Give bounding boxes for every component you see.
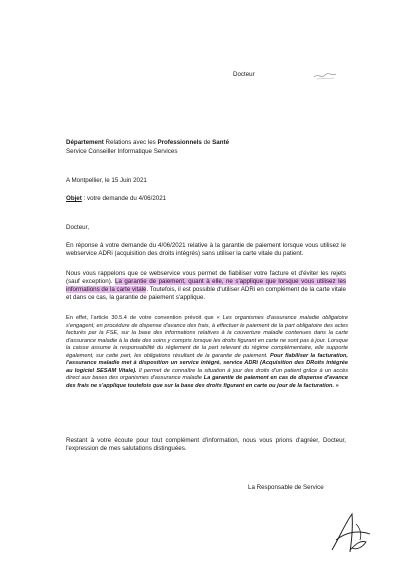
subject-label: Objet xyxy=(66,195,82,202)
highlighted-guarantee-text: La garantie de paiement, quant à elle, ne s'applique que lorsque vous utilisez les informations de la carte vitale xyxy=(66,278,346,294)
paragraph-convention-quote: En effet, l'article 30.5.4 de votre convention prévoit que « Les organismes d'assurance maladie obligatoire s'engagent, en procédure de dispense d'avance des frais, à effectuer le paiement de la part obligatoire des actes facturés par la FSE, sur la base des informations relatives à la couverture maladie contenues dans la carte d'assurance maladie à la date des soins y compris lorsque les droits figurant en carte ne sont pas à jour. Lorsque la caisse assume la responsabilité du règlement de la part relevant du régime complémentaire, elle supporte également, sur cette part, les obligations résultant de la garantie de paiement. Pour fiabiliser la facturation, l'assurance maladie met à disposition un service intégré, service ADRi (Acquisition des DRoits intégrée au logiciel SESAM Vitale). Il permet de connaître la situation à jour des droits d'un patient grâce à un accès direct aux bases des organismes d'assurance maladie La garantie de paiement en cas de dispense d'avance des frais ne s'applique toutefois que sur la base des droits figurant en carte ou jour de la facturation. » xyxy=(66,315,349,389)
signature-title: La Responsable de Service xyxy=(248,484,324,491)
salutation: Docteur, xyxy=(66,224,90,231)
closing-paragraph: Restant à votre écoute pour tout complément d'information, nous vous prions d'agréer, Docteur, l'expression de mes salutations distinguées. xyxy=(66,437,346,453)
recipient-label: Docteur xyxy=(233,71,255,78)
stamp-scribble-icon xyxy=(312,71,338,81)
department-line: Département Relations avec les Professionnels de Santé xyxy=(66,139,230,146)
subject-text: : votre demande du 4/06/2021 xyxy=(81,195,167,202)
service-line: Service Conseiller Informatique Services xyxy=(66,148,178,155)
paragraph-request: En réponse à votre demande du 4/06/2021 relative à la garantie de paiement lorsque vous utilisez le webservice ADRi (acquisition des droits intégrés) sans utiliser la carte vitale du patient. xyxy=(66,242,346,258)
handwritten-signature xyxy=(326,510,376,558)
paragraph-reminder: Nous vous rappelons que ce webservice vous permet de fiabiliser votre facture et d'éviter les rejets (sauf exception). La garantie de paiement, quant à elle, ne s'applique que lorsque vous utilisez les informations de la carte vitale. Toutefois, il est possible d'utiliser ADRi en complément de la carte vitale et dans ce cas, la garantie de paiement s'applique. xyxy=(66,270,346,302)
subject-line xyxy=(66,195,166,203)
date-line: A Montpellier, le 15 Juin 2021 xyxy=(66,177,147,184)
